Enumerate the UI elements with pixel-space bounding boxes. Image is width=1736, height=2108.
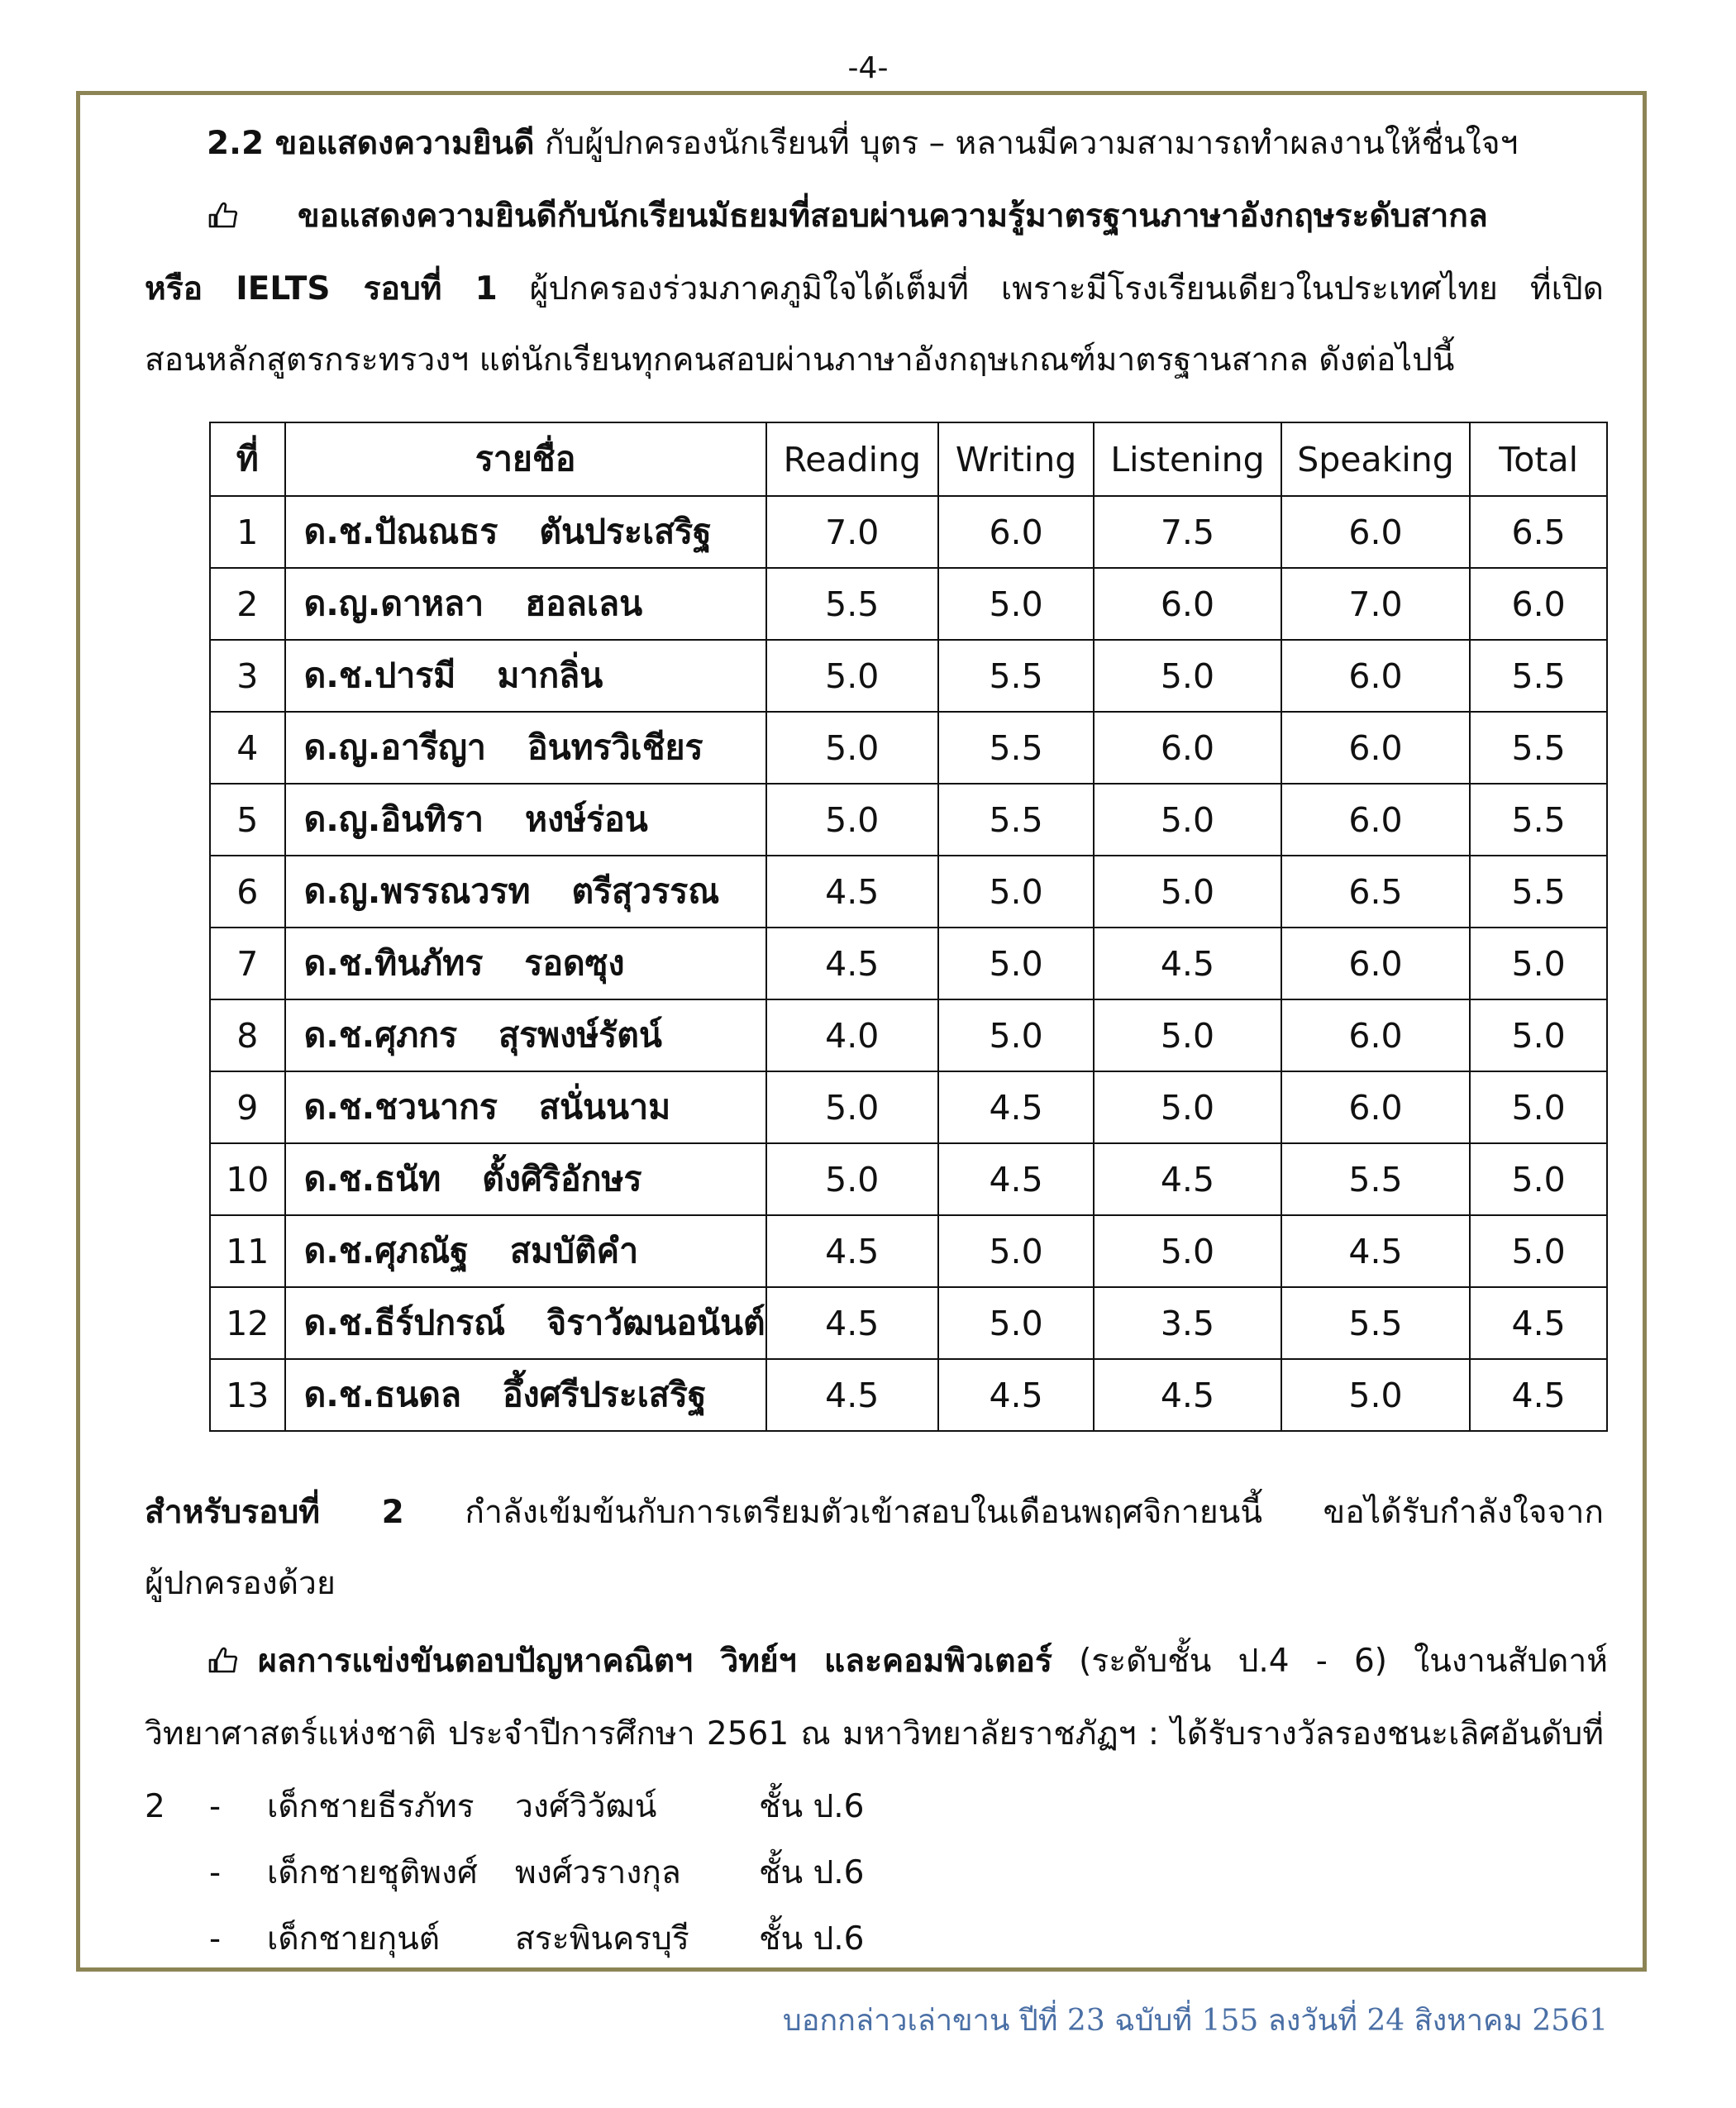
student-grade: ชั้น ป.6 <box>759 1854 865 1891</box>
cell-no: 1 <box>210 496 285 568</box>
cell-listening: 5.0 <box>1094 640 1281 712</box>
header-listening: Listening <box>1094 422 1281 496</box>
table-header-row <box>210 422 1607 496</box>
cell-writing: 5.0 <box>938 928 1094 999</box>
table-row <box>210 784 1607 856</box>
footer: บอกกล่าวเล่าขาน ปีที่ 23 ฉบับที่ 155 ลงวันที่ 24 สิงหาคม 2561 <box>782 2004 1608 2038</box>
student-last-name: รอดซุง <box>524 943 625 983</box>
cell-name <box>285 784 766 856</box>
header-writing: Writing <box>938 422 1094 496</box>
student-last-name: ตันประเสริฐ <box>539 512 712 551</box>
cell-writing: 5.0 <box>938 568 1094 640</box>
round2-line-2: ผู้ปกครองด้วย <box>145 1565 336 1602</box>
cell-listening: 5.0 <box>1094 1215 1281 1287</box>
cell-reading: 5.0 <box>766 1071 938 1143</box>
header-no: ที่ <box>210 422 285 496</box>
cell-speaking: 5.5 <box>1281 1143 1471 1215</box>
cell-listening: 7.5 <box>1094 496 1281 568</box>
table-row <box>210 928 1607 999</box>
student-first: เด็กชายกุนต์ <box>267 1920 441 1958</box>
header-total: Total <box>1470 422 1607 496</box>
cell-total: 5.0 <box>1470 1143 1607 1215</box>
cell-writing: 5.0 <box>938 999 1094 1071</box>
cell-speaking: 4.5 <box>1281 1215 1471 1287</box>
table-row <box>210 999 1607 1071</box>
cell-reading: 4.5 <box>766 856 938 928</box>
cell-name <box>285 1071 766 1143</box>
student-first-name: ด.ช.ธนดล <box>303 1375 462 1414</box>
cell-speaking: 6.0 <box>1281 999 1471 1071</box>
student-first-name: ด.ช.ทินภัทร <box>303 943 484 983</box>
cell-reading: 4.5 <box>766 1215 938 1287</box>
student-first-name: ด.ญ.อารีญา <box>303 727 486 767</box>
ielts-round-label: หรือ IELTS รอบที่ 1 <box>145 270 498 308</box>
student-last: สระพินครบุรี <box>515 1920 689 1958</box>
student-first-name: ด.ช.ศุภณัฐ <box>303 1231 469 1271</box>
cell-total: 6.5 <box>1470 496 1607 568</box>
student-first-name: ด.ช.ธนัท <box>303 1159 441 1199</box>
cell-name <box>285 1287 766 1359</box>
section-heading <box>207 107 1612 180</box>
student-last: วงศ์วิวัฒน์ <box>515 1788 657 1825</box>
table-row <box>210 568 1607 640</box>
cell-no: 7 <box>210 928 285 999</box>
table-row <box>210 1143 1607 1215</box>
student-first-name: ด.ญ.พรรณวรท <box>303 871 531 911</box>
competition-line-2: วิทยาศาสตร์แห่งชาติ ประจำปีการศึกษา 2561 ณ มหาวิทยาลัยราชภัฏฯ : ได้รับรางวัลรองชนะเลิศอันดับที่ 2 <box>145 1715 1604 1825</box>
cell-reading: 7.0 <box>766 496 938 568</box>
cell-reading: 5.0 <box>766 712 938 784</box>
table-row <box>210 1215 1607 1287</box>
header-name: รายชื่อ <box>285 422 766 496</box>
cell-speaking: 5.0 <box>1281 1359 1471 1431</box>
cell-reading: 4.5 <box>766 1359 938 1431</box>
student-first-name: ด.ช.ชวนากร <box>303 1087 498 1127</box>
table-row <box>210 856 1607 928</box>
header-speaking: Speaking <box>1281 422 1471 496</box>
ielts-line-3: สอนหลักสูตรกระทรวงฯ แต่นักเรียนทุกคนสอบผ่านภาษาอังกฤษเกณฑ์มาตรฐานสากล ดังต่อไปนี้ <box>145 341 1455 379</box>
cell-listening: 4.5 <box>1094 928 1281 999</box>
cell-name <box>285 496 766 568</box>
cell-total: 4.5 <box>1470 1287 1607 1359</box>
cell-no: 10 <box>210 1143 285 1215</box>
pointing-hand-icon <box>207 198 240 231</box>
cell-writing: 4.5 <box>938 1071 1094 1143</box>
cell-listening: 5.0 <box>1094 999 1281 1071</box>
cell-no: 11 <box>210 1215 285 1287</box>
cell-no: 9 <box>210 1071 285 1143</box>
cell-listening: 6.0 <box>1094 568 1281 640</box>
cell-writing: 5.0 <box>938 1287 1094 1359</box>
cell-speaking: 6.0 <box>1281 640 1471 712</box>
section-heading-bold: 2.2 ขอแสดงความยินดี <box>207 125 535 162</box>
cell-listening: 4.5 <box>1094 1359 1281 1431</box>
round2-line-1-text: กำลังเข้มข้นกับการเตรียมตัวเข้าสอบในเดือนพฤศจิกายนนี้ ขอได้รับกำลังใจจาก <box>403 1494 1604 1531</box>
table-row <box>210 1359 1607 1431</box>
cell-writing: 5.0 <box>938 1215 1094 1287</box>
cell-reading: 5.5 <box>766 568 938 640</box>
student-last-name: สมบัติคำ <box>509 1231 639 1271</box>
cell-name <box>285 1215 766 1287</box>
cell-speaking: 6.0 <box>1281 1071 1471 1143</box>
round2-label: สำหรับรอบที่ 2 <box>145 1494 404 1531</box>
cell-reading: 4.5 <box>766 1287 938 1359</box>
cell-name <box>285 1143 766 1215</box>
cell-speaking: 6.5 <box>1281 856 1471 928</box>
student-grade: ชั้น ป.6 <box>759 1920 865 1958</box>
cell-no: 3 <box>210 640 285 712</box>
cell-writing: 6.0 <box>938 496 1094 568</box>
pointing-hand-icon <box>207 1643 240 1676</box>
page-number: -4- <box>847 51 889 85</box>
competition-line-1 <box>207 1625 1608 1698</box>
student-first-name: ด.ช.ปารมี <box>303 656 456 695</box>
cell-no: 5 <box>210 784 285 856</box>
cell-total: 5.0 <box>1470 928 1607 999</box>
cell-speaking: 7.0 <box>1281 568 1471 640</box>
student-first-name: ด.ช.ศุภกร <box>303 1015 458 1055</box>
cell-name <box>285 856 766 928</box>
cell-writing: 5.5 <box>938 640 1094 712</box>
student-first-name: ด.ช.ปัณณธร <box>303 512 498 551</box>
cell-name <box>285 1359 766 1431</box>
cell-no: 12 <box>210 1287 285 1359</box>
competition-line-1-text: (ระดับชั้น ป.4 - 6) ในงานสัปดาห์ <box>1052 1643 1608 1680</box>
cell-total: 4.5 <box>1470 1359 1607 1431</box>
cell-writing: 4.5 <box>938 1359 1094 1431</box>
cell-no: 6 <box>210 856 285 928</box>
student-last-name: อึ้งศรีประเสริฐ <box>503 1375 707 1414</box>
student-dash: - <box>209 1854 222 1891</box>
cell-speaking: 5.5 <box>1281 1287 1471 1359</box>
cell-speaking: 6.0 <box>1281 784 1471 856</box>
cell-no: 13 <box>210 1359 285 1431</box>
cell-name <box>285 712 766 784</box>
student-last-name: ตรีสุวรรณ <box>571 871 720 911</box>
cell-listening: 4.5 <box>1094 1143 1281 1215</box>
cell-writing: 5.5 <box>938 712 1094 784</box>
cell-no: 8 <box>210 999 285 1071</box>
ielts-line-1-text: ขอแสดงความยินดีกับนักเรียนมัธยมที่สอบผ่านความรู้มาตรฐานภาษาอังกฤษระดับสากล <box>298 198 1488 235</box>
student-last-name: มากลิ่น <box>497 656 603 695</box>
cell-writing: 5.0 <box>938 856 1094 928</box>
section-heading-text: กับผู้ปกครองนักเรียนที่ บุตร – หลานมีความสามารถทำผลงานให้ชื่นใจฯ <box>534 125 1519 162</box>
header-reading: Reading <box>766 422 938 496</box>
cell-reading: 5.0 <box>766 784 938 856</box>
cell-reading: 5.0 <box>766 1143 938 1215</box>
student-grade: ชั้น ป.6 <box>759 1788 865 1825</box>
cell-listening: 5.0 <box>1094 784 1281 856</box>
competition-title: ผลการแข่งขันตอบปัญหาคณิตฯ วิทย์ฯ และคอมพิวเตอร์ <box>258 1643 1052 1680</box>
cell-name <box>285 640 766 712</box>
cell-name <box>285 568 766 640</box>
cell-reading: 4.0 <box>766 999 938 1071</box>
cell-listening: 5.0 <box>1094 856 1281 928</box>
cell-reading: 4.5 <box>766 928 938 999</box>
cell-speaking: 6.0 <box>1281 712 1471 784</box>
student-dash: - <box>209 1920 222 1958</box>
table-row <box>210 712 1607 784</box>
cell-name <box>285 928 766 999</box>
student-last-name: หงษ์ร่อน <box>525 799 648 839</box>
student-last-name: อินทรวิเชียร <box>527 727 703 767</box>
cell-listening: 6.0 <box>1094 712 1281 784</box>
cell-total: 5.0 <box>1470 999 1607 1071</box>
student-dash: - <box>209 1788 222 1825</box>
cell-total: 5.5 <box>1470 640 1607 712</box>
cell-total: 5.5 <box>1470 712 1607 784</box>
student-first: เด็กชายธีรภัทร <box>267 1788 475 1825</box>
table-row <box>210 640 1607 712</box>
student-last-name: จิราวัฒนอนันต์ <box>546 1303 765 1343</box>
cell-name <box>285 999 766 1071</box>
cell-no: 2 <box>210 568 285 640</box>
student-last-name: ฮอลเลน <box>525 584 643 623</box>
cell-no: 4 <box>210 712 285 784</box>
student-last-name: ตั้งศิริอักษร <box>482 1159 642 1199</box>
student-first: เด็กชายชุติพงศ์ <box>267 1854 478 1891</box>
cell-total: 6.0 <box>1470 568 1607 640</box>
table-row <box>210 1287 1607 1359</box>
cell-total: 5.0 <box>1470 1071 1607 1143</box>
ielts-line-2 <box>145 253 1604 326</box>
round2-line-1 <box>145 1476 1604 1549</box>
student-first-name: ด.ช.ธีร์ปกรณ์ <box>303 1303 506 1343</box>
cell-listening: 5.0 <box>1094 1071 1281 1143</box>
cell-speaking: 6.0 <box>1281 928 1471 999</box>
cell-speaking: 6.0 <box>1281 496 1471 568</box>
cell-writing: 4.5 <box>938 1143 1094 1215</box>
ielts-line-1 <box>207 180 1608 253</box>
student-last: พงศ์วรางกุล <box>515 1854 681 1891</box>
ielts-line-2-text: ผู้ปกครองร่วมภาคภูมิใจได้เต็มที่ เพราะมีโรงเรียนเดียวในประเทศไทย ที่เปิด <box>497 270 1604 308</box>
cell-total: 5.5 <box>1470 856 1607 928</box>
cell-listening: 3.5 <box>1094 1287 1281 1359</box>
cell-reading: 5.0 <box>766 640 938 712</box>
student-last-name: สนั่นนาม <box>538 1087 671 1127</box>
cell-total: 5.0 <box>1470 1215 1607 1287</box>
cell-total: 5.5 <box>1470 784 1607 856</box>
table-row <box>210 1071 1607 1143</box>
cell-writing: 5.5 <box>938 784 1094 856</box>
student-last-name: สุรพงษ์รัตน์ <box>498 1015 662 1055</box>
ielts-score-table <box>209 422 1608 1432</box>
student-first-name: ด.ญ.ดาหลา <box>303 584 484 623</box>
student-first-name: ด.ญ.อินทิรา <box>303 799 484 839</box>
table-row <box>210 496 1607 568</box>
